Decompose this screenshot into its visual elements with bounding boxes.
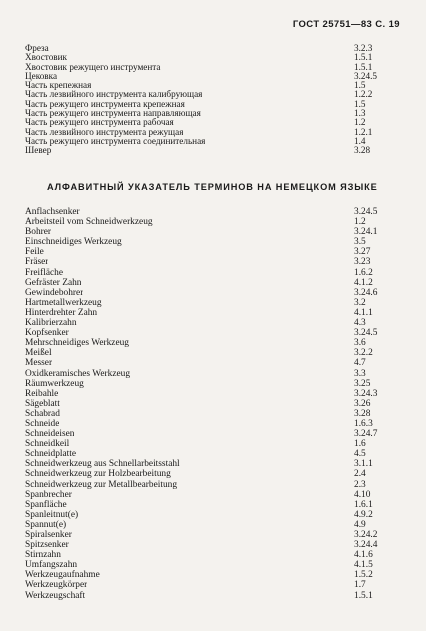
index-term: Часть режущего инструмента направляющая [25,109,201,119]
index-reference: 4.5 [354,449,366,460]
index-term: Sägeblatt [25,398,60,409]
index-term: Spannut(e) [25,519,67,530]
index-entry [25,257,402,267]
index-term: Stirnzahn [25,550,61,561]
index-entry [25,419,402,429]
index-reference: 3.5 [354,237,366,248]
index-reference: 3.2.3 [354,43,373,53]
index-entry [25,90,402,99]
index-reference: 1.6 [354,439,366,450]
index-term: Kopfsenker [25,328,69,339]
section-title: АЛФАВИТНЫЙ УКАЗАТЕЛЬ ТЕРМИНОВ НА НЕМЕЦКОМ ЯЗЫКЕ [47,182,378,192]
index-reference: 3.23 [354,257,371,268]
index-reference: 1.5.1 [354,61,373,72]
index-entry [25,379,402,389]
index-entry [25,146,402,155]
index-term: Часть режущего инструмента рабочая [25,118,174,128]
index-reference: 3.24.6 [354,287,378,298]
index-entry [25,369,402,379]
index-term: Фреза [25,44,49,53]
index-term: Schneidplatte [25,449,77,460]
index-entry [25,298,402,308]
index-reference: 1.5.1 [354,52,373,63]
index-reference: 4.1.2 [354,277,373,288]
index-term: Meißel [25,348,52,359]
index-reference: 3.24.1 [354,227,378,238]
index-entry [25,63,402,72]
index-entry [25,318,402,328]
index-reference: 4.10 [354,489,371,500]
index-reference: 3.24.5 [354,328,378,339]
index-entry [25,207,402,217]
index-term: Mehrschneidiges Werkzeug [25,338,129,349]
index-term: Einschneidiges Werkzeug [25,237,122,248]
index-term: Werkzeugschaft [25,590,86,601]
index-reference: 3.1.1 [354,459,373,470]
index-entry [25,247,402,257]
index-reference: 4.7 [354,358,366,369]
index-reference: 1.6.3 [354,418,373,429]
index-entry [25,439,402,449]
index-entry [25,500,402,510]
index-term: Schneidwerkzeug aus Schnellarbeitsstahl [25,459,180,470]
page-header: ГОСТ 25751—83 С. 19 [292,19,400,30]
index-term: Umfangszahn [25,560,78,571]
russian-term-list [25,44,402,156]
index-entry [25,389,402,399]
index-entry [25,459,402,469]
index-term: Oxidkeramisches Werkzeug [25,368,131,379]
index-entry [25,480,402,490]
index-reference: 1.5 [354,98,366,109]
index-entry [25,288,402,298]
german-term-list [25,207,402,601]
index-reference: 3.24.4 [354,540,378,551]
index-term: Шевер [25,146,52,156]
index-entry [25,409,402,419]
index-entry [25,348,402,358]
index-reference: 1.6.2 [354,267,373,278]
index-reference: 1.4 [354,135,366,146]
index-reference: 3.2 [354,297,366,308]
index-term: Цековка [25,71,58,81]
index-reference: 3.25 [354,378,371,389]
index-reference: 1.5 [354,80,366,91]
index-reference: 3.24.2 [354,530,378,540]
index-entry [25,560,402,570]
index-reference: 3.24.5 [354,207,378,217]
index-term: Arbeitsteil vom Schneidwerkzeug [25,217,153,228]
index-entry [25,580,402,590]
index-reference: 1.2 [354,217,366,228]
index-term: Messer [25,358,53,369]
index-reference: 2.3 [354,479,366,490]
index-entry [25,217,402,227]
index-entry [25,449,402,459]
index-reference: 4.9 [354,519,366,530]
index-entry [25,530,402,540]
index-reference: 3.2.2 [354,348,373,359]
index-entry [25,469,402,479]
index-term: Werkzeugkörper [25,580,88,591]
index-reference: 1.2 [354,117,366,128]
index-term: Schneideisen [25,429,75,440]
index-term: Часть режущего инструмента соединительная [25,136,206,146]
index-reference: 3.27 [354,247,371,258]
index-term: Reibahle [25,388,59,399]
index-entry [25,81,402,90]
index-term: Werkzeugaufnahme [25,570,100,581]
index-entry [25,72,402,81]
index-reference: 3.26 [354,398,371,409]
index-term: Schneide [25,418,60,429]
index-term: Fräser [25,257,49,268]
index-entry [25,53,402,62]
index-term: Schabrad [25,408,60,419]
index-reference: 1.6.1 [354,499,373,510]
index-entry [25,100,402,109]
index-entry [25,550,402,560]
index-reference: 3.6 [354,338,366,349]
index-term: Хвостовик [25,53,68,63]
index-entry [25,338,402,348]
index-term: Часть лезвийного инструмента режущая [25,127,184,137]
index-entry [25,520,402,530]
index-reference: 4.9.2 [354,509,373,520]
index-term: Räumwerkzeug [25,378,84,389]
index-term: Gefräster Zahn [25,277,82,288]
index-entry [25,570,402,580]
index-entry [25,591,402,601]
index-term: Schneidkeil [25,439,70,450]
index-term: Hinterdrehter Zahn [25,307,98,318]
index-entry [25,399,402,409]
index-entry [25,358,402,368]
index-entry [25,227,402,237]
index-term: Часть лезвийного инструмента калибрующая [25,90,203,100]
index-entry [25,278,402,288]
index-entry [25,510,402,520]
index-reference: 4.1.6 [354,550,373,561]
index-entry [25,137,402,146]
index-term: Gewindebohrer [25,287,84,298]
index-reference: 3.28 [354,145,371,156]
index-entry [25,237,402,247]
index-reference: 4.3 [354,318,366,329]
index-term: Spanfläche [25,499,67,510]
index-entry [25,540,402,550]
index-reference: 3.24.3 [354,388,378,399]
index-entry [25,308,402,318]
index-reference: 3.24.7 [354,429,378,440]
index-term: Kalibrierzahn [25,318,77,329]
index-entry [25,44,402,53]
index-reference: 1.5.1 [354,590,373,601]
index-term: Хвостовик режущего инструмента [25,62,161,72]
index-reference: 3.3 [354,368,366,379]
index-entry [25,109,402,118]
index-term: Hartmetallwerkzeug [25,297,102,308]
index-reference: 1.2.2 [354,89,373,100]
index-entry [25,328,402,338]
index-reference: 1.2.1 [354,126,373,137]
index-reference: 1.3 [354,108,366,119]
index-reference: 1.5.2 [354,570,373,581]
index-entry [25,268,402,278]
index-entry [25,128,402,137]
index-term: Spanbrecher [25,489,72,500]
index-entry [25,429,402,439]
index-term: Spanleitnut(e) [25,509,79,520]
index-reference: 4.1.1 [354,307,373,318]
index-term: Anflachsenker [25,207,80,217]
index-term: Часть крепежная [25,81,92,91]
index-term: Schneidwerkzeug zur Metallbearbeitung [25,479,178,490]
index-term: Spiralsenker [25,530,72,540]
index-term: Bohrer [25,227,52,238]
index-term: Feile [25,247,44,258]
index-term: Часть режущего инструмента крепежная [25,99,185,109]
index-reference: 1.7 [354,580,366,591]
index-reference: 2.4 [354,469,366,480]
index-entry [25,490,402,500]
index-term: Spitzsenker [25,540,69,551]
index-reference: 3.28 [354,408,371,419]
index-term: Freifläche [25,267,63,278]
index-entry [25,118,402,127]
index-reference: 3.24.5 [354,70,377,81]
index-reference: 4.1.5 [354,560,373,571]
index-term: Schneidwerkzeug zur Holzbearbeitung [25,469,171,480]
